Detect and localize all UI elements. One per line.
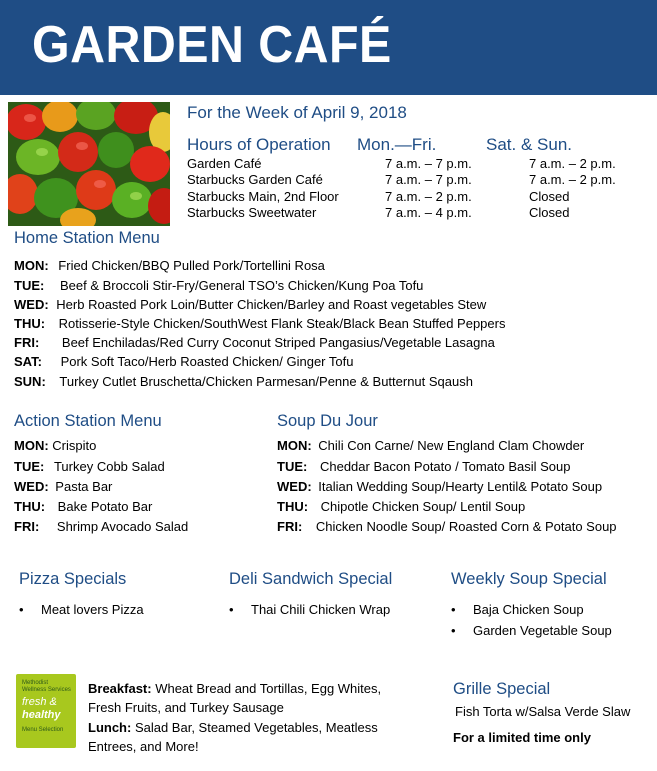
- day-label: WED:: [277, 479, 312, 494]
- lunch-line-2: Entrees, and More!: [88, 739, 199, 754]
- hours-weekend: 7 a.m. – 2 p.m.: [529, 172, 616, 187]
- breakfast-label: Breakfast:: [88, 681, 152, 696]
- logo-fresh-text: fresh &: [22, 696, 57, 708]
- soup-du-jour-row: [277, 459, 571, 475]
- action-station-row: [14, 438, 96, 454]
- menu-text: Cheddar Bacon Potato / Tomato Basil Soup: [319, 459, 571, 474]
- day-label: TUE:: [277, 459, 308, 474]
- soup-du-jour-row: [277, 438, 584, 454]
- menu-text: Herb Roasted Pork Loin/Butter Chicken/Barley and Roast vegetables Stew: [56, 297, 487, 312]
- hours-location: Garden Café: [187, 156, 262, 171]
- menu-text: Rotisserie-Style Chicken/SouthWest Flank Steak/Black Bean Stuffed Peppers: [58, 316, 506, 331]
- weekly-soup-item: [451, 623, 612, 639]
- home-station-row: [14, 258, 325, 274]
- hours-weekend: Closed: [529, 189, 570, 204]
- day-label: MON:: [14, 258, 49, 273]
- item-text: Baja Chicken Soup: [473, 602, 584, 617]
- lunch-line-1: [88, 718, 378, 737]
- item-text: Garden Vegetable Soup: [473, 623, 612, 638]
- item-text: Meat lovers Pizza: [41, 602, 144, 617]
- grille-special-item: Fish Torta w/Salsa Verde Slaw: [455, 704, 631, 719]
- day-label: TUE:: [14, 278, 45, 293]
- logo-org-text: Methodist Wellness Services: [22, 680, 71, 693]
- logo-menu-text: Menu Selection: [22, 727, 64, 733]
- menu-text: Chipotle Chicken Soup/ Lentil Soup: [320, 499, 526, 514]
- header-banner: [0, 0, 657, 95]
- soup-du-jour-title: Soup Du Jour: [277, 412, 378, 430]
- weekly-soup-item: [451, 602, 584, 618]
- menu-text: Chili Con Carne/ New England Clam Chowder: [318, 438, 585, 453]
- breakfast-line-2: Fresh Fruits, and Turkey Sausage: [88, 700, 284, 715]
- action-station-title: Action Station Menu: [14, 412, 162, 430]
- pizza-specials-title: Pizza Specials: [19, 570, 127, 588]
- hours-weekend-header: Sat. & Sun.: [486, 135, 572, 154]
- bullet-icon: •: [451, 602, 456, 617]
- day-label: MON:: [14, 438, 49, 453]
- weekly-soup-title: Weekly Soup Special: [451, 570, 607, 588]
- menu-text: Turkey Cobb Salad: [53, 459, 165, 474]
- home-station-row: [14, 335, 495, 351]
- fresh-healthy-logo: [16, 674, 76, 748]
- soup-du-jour-row: [277, 499, 525, 515]
- hours-weekday: 7 a.m. – 7 p.m.: [385, 156, 472, 171]
- deli-special-title: Deli Sandwich Special: [229, 570, 393, 588]
- breakfast-text: Wheat Bread and Tortillas, Egg Whites,: [151, 681, 382, 696]
- day-label: MON:: [277, 438, 312, 453]
- soup-du-jour-row: [277, 479, 602, 495]
- day-label: TUE:: [14, 459, 45, 474]
- home-station-row: [14, 278, 423, 294]
- menu-text: Pork Soft Taco/Herb Roasted Chicken/ Ginger Tofu: [60, 354, 354, 369]
- page-title: GARDEN CAFÉ: [32, 16, 392, 74]
- day-label: WED:: [14, 297, 49, 312]
- action-station-row: [14, 499, 152, 515]
- menu-text: Crispito: [52, 438, 97, 453]
- peppers-image: [8, 102, 170, 226]
- hours-weekday: 7 a.m. – 4 p.m.: [385, 205, 472, 220]
- home-station-row: [14, 374, 473, 390]
- grille-special-title: Grille Special: [453, 680, 551, 698]
- week-heading: For the Week of April 9, 2018: [187, 103, 407, 122]
- day-label: SAT:: [14, 354, 42, 369]
- menu-text: Pasta Bar: [55, 479, 113, 494]
- logo-healthy-text: healthy: [22, 709, 61, 721]
- hours-title: Hours of Operation: [187, 135, 331, 154]
- day-label: THU:: [14, 316, 46, 331]
- hours-weekend: 7 a.m. – 2 p.m.: [529, 156, 616, 171]
- menu-text: Bake Potato Bar: [57, 499, 153, 514]
- day-label: THU:: [277, 499, 309, 514]
- home-station-row: [14, 297, 486, 313]
- menu-text: Chicken Noodle Soup/ Roasted Corn & Potato Soup: [315, 519, 617, 534]
- peppers-photo: [8, 102, 170, 226]
- deli-special-item: [229, 602, 390, 618]
- action-station-row: [14, 459, 165, 475]
- soup-du-jour-row: [277, 519, 617, 535]
- hours-weekend: Closed: [529, 205, 570, 220]
- lunch-label: Lunch:: [88, 720, 132, 735]
- hours-location: Starbucks Garden Café: [187, 172, 323, 187]
- day-label: WED:: [14, 479, 49, 494]
- action-station-row: [14, 479, 112, 495]
- menu-text: Shrimp Avocado Salad: [56, 519, 189, 534]
- hours-weekday: 7 a.m. – 2 p.m.: [385, 189, 472, 204]
- home-station-row: [14, 316, 505, 332]
- menu-text: Beef Enchiladas/Red Curry Coconut Striped Pangasius/Vegetable Lasagna: [61, 335, 495, 350]
- bullet-icon: •: [229, 602, 234, 617]
- menu-text: Beef & Broccoli Stir-Fry/General TSO’s Chicken/Kung Poa Tofu: [59, 278, 424, 293]
- limited-time-note: For a limited time only: [453, 730, 591, 745]
- hours-location: Starbucks Sweetwater: [187, 205, 317, 220]
- hours-weekday-header: Mon.—Fri.: [357, 135, 437, 154]
- day-label: FRI:: [277, 519, 303, 534]
- home-station-title: Home Station Menu: [14, 229, 160, 247]
- bullet-icon: •: [451, 623, 456, 638]
- home-station-row: [14, 354, 353, 370]
- day-label: SUN:: [14, 374, 46, 389]
- menu-text: Fried Chicken/BBQ Pulled Pork/Tortellini Rosa: [58, 258, 325, 273]
- breakfast-line-1: [88, 679, 381, 698]
- pizza-special-item: [19, 602, 144, 618]
- day-label: THU:: [14, 499, 46, 514]
- menu-text: Turkey Cutlet Bruschetta/Chicken Parmesan/Penne & Butternut Sqaush: [59, 374, 473, 389]
- item-text: Thai Chili Chicken Wrap: [251, 602, 391, 617]
- hours-location: Starbucks Main, 2nd Floor: [187, 189, 339, 204]
- action-station-row: [14, 519, 188, 535]
- day-label: FRI:: [14, 519, 40, 534]
- hours-weekday: 7 a.m. – 7 p.m.: [385, 172, 472, 187]
- bullet-icon: •: [19, 602, 24, 617]
- menu-text: Italian Wedding Soup/Hearty Lentil& Potato Soup: [318, 479, 603, 494]
- day-label: FRI:: [14, 335, 40, 350]
- lunch-text: Salad Bar, Steamed Vegetables, Meatless: [131, 720, 378, 735]
